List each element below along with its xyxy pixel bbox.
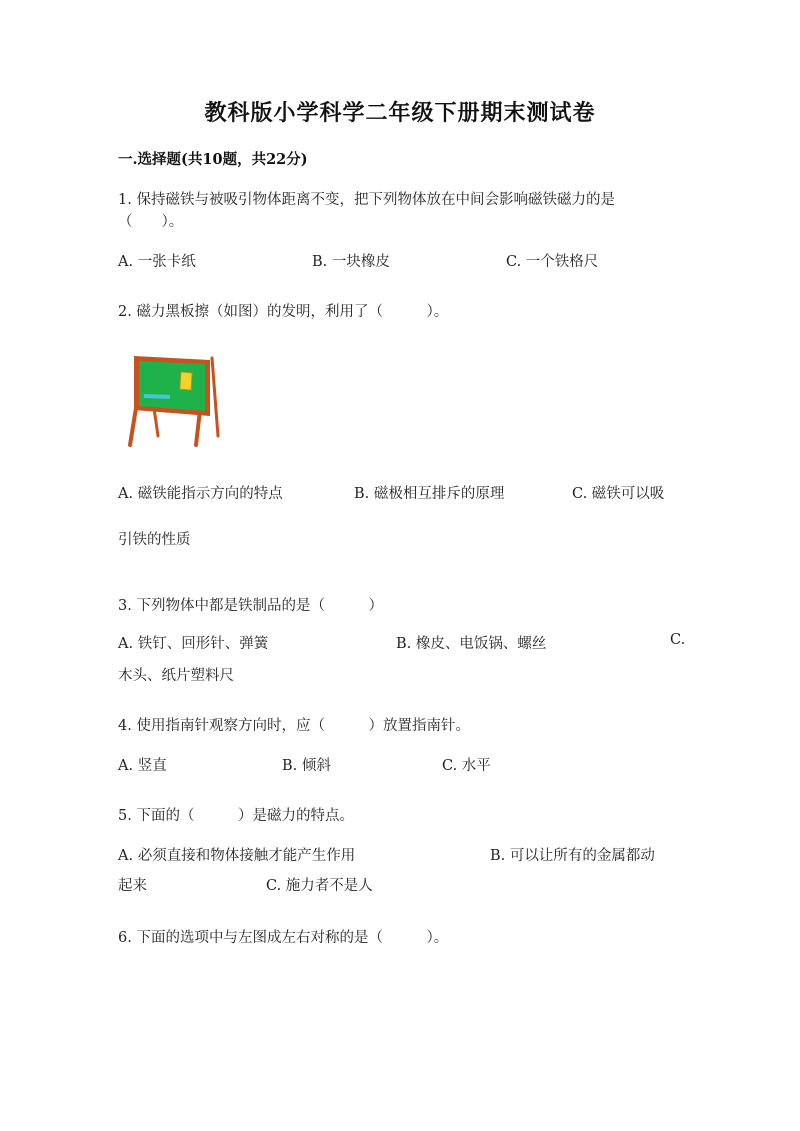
magnetic-blackboard-icon — [126, 350, 226, 450]
question-5-option-b: B. 可以让所有的金属都动 — [490, 848, 655, 864]
question-1-option-c: C. 一个铁格尺 — [506, 254, 599, 270]
question-1-option-a: A. 一张卡纸 — [118, 254, 196, 270]
question-5-option-a: A. 必须直接和物体接触才能产生作用 — [118, 848, 356, 864]
question-3-option-b: B. 橡皮、电饭锅、螺丝 — [396, 636, 547, 652]
question-4-option-a: A. 竖直 — [118, 758, 167, 774]
question-1-option-b: B. 一块橡皮 — [312, 254, 390, 270]
question-3-stem: 3. 下列物体中都是铁制品的是（ ） — [118, 598, 383, 614]
question-3-option-a: A. 铁钉、回形针、弹簧 — [118, 636, 269, 652]
question-5-option-c: C. 施力者不是人 — [266, 878, 373, 894]
question-6-stem: 6. 下面的选项中与左图成左右对称的是（ ）。 — [118, 930, 449, 946]
question-1-stem-line1: 1. 保持磁铁与被吸引物体距离不变，把下列物体放在中间会影响磁铁磁力的是 — [118, 192, 615, 208]
page-title: 教科版小学科学二年级下册期末测试卷 — [204, 100, 596, 126]
question-2-option-c: C. 磁铁可以吸 — [572, 486, 665, 502]
question-5-option-b-wrap: 起来 — [118, 878, 147, 894]
question-2-option-a: A. 磁铁能指示方向的特点 — [118, 486, 283, 502]
question-3-option-c: C. — [670, 632, 686, 648]
question-4-option-c: C. 水平 — [442, 758, 491, 774]
question-1-stem-line2: （ ）。 — [118, 214, 184, 230]
question-3-option-c-wrap: 木头、纸片塑料尺 — [118, 668, 234, 684]
question-2-stem: 2. 磁力黑板擦（如图）的发明，利用了（ ）。 — [118, 304, 449, 320]
question-2-option-b: B. 磁极相互排斥的原理 — [354, 486, 505, 502]
question-4-stem: 4. 使用指南针观察方向时，应（ ）放置指南针。 — [118, 718, 470, 734]
question-4-option-b: B. 倾斜 — [282, 758, 331, 774]
section-heading: 一.选择题(共10题，共22分) — [118, 151, 308, 168]
question-5-stem: 5. 下面的（ ）是磁力的特点。 — [118, 808, 354, 824]
question-2-option-c-wrap: 引铁的性质 — [118, 532, 191, 548]
